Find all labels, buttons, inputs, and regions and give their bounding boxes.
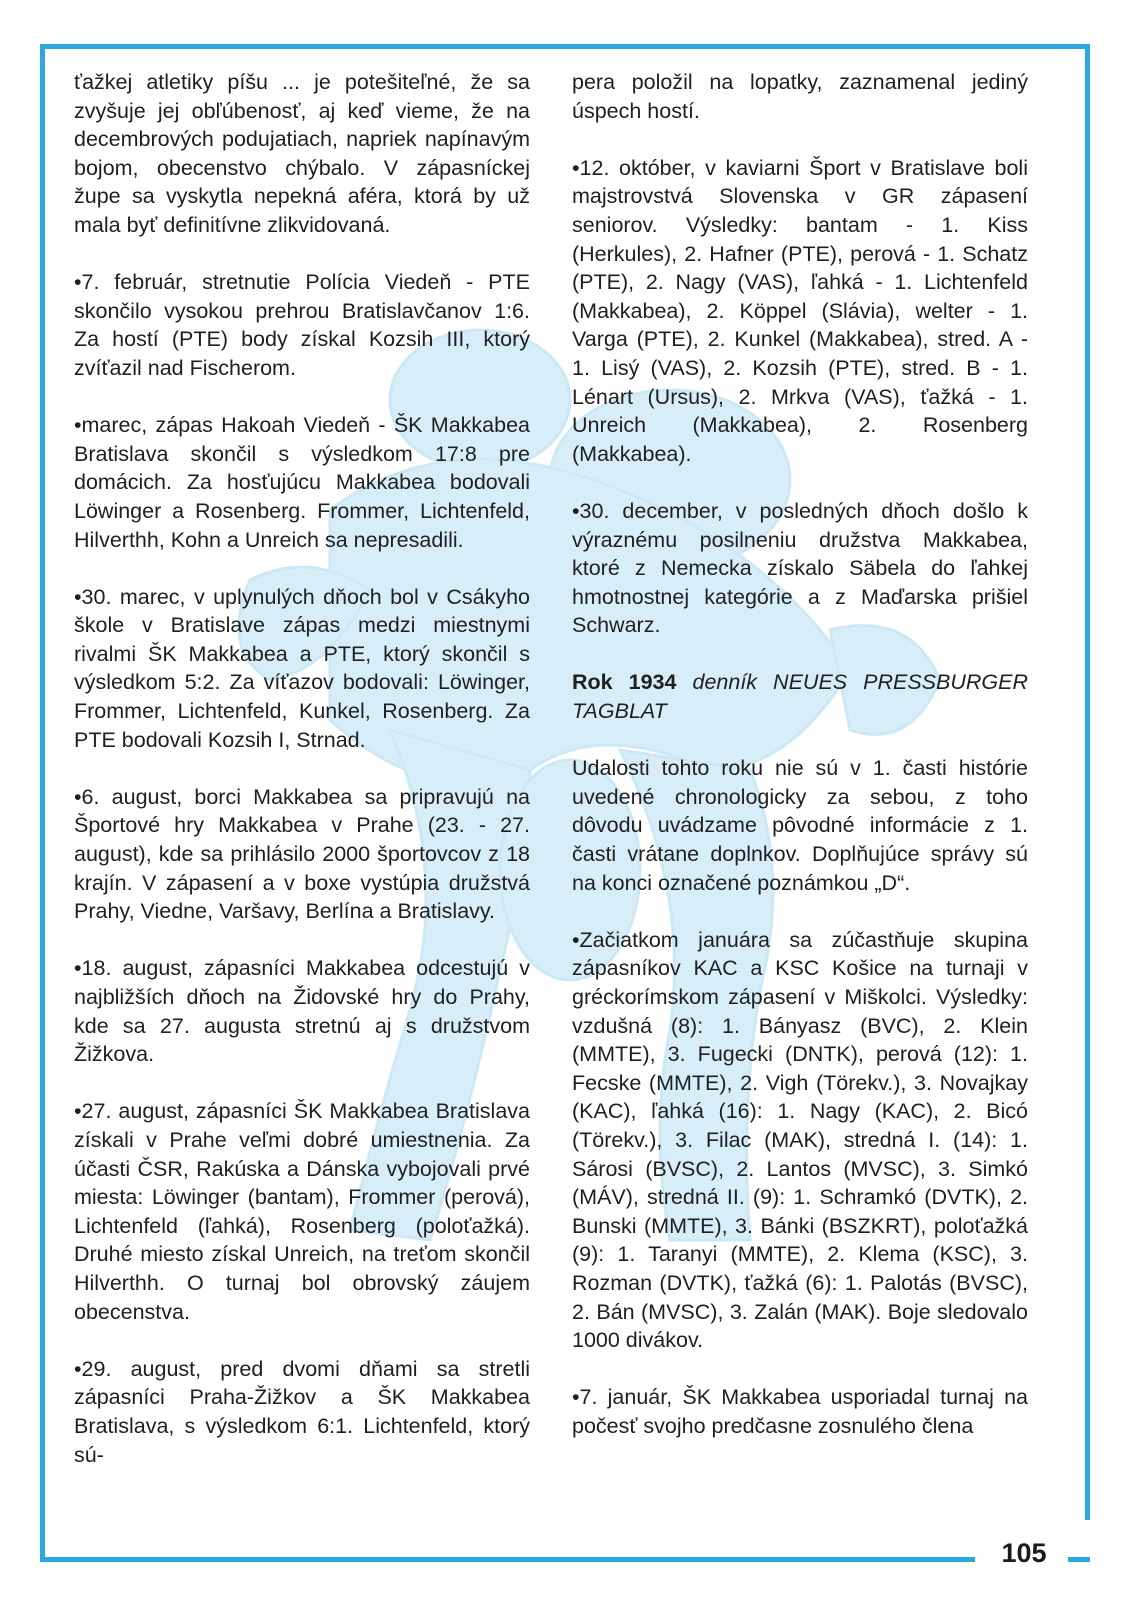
paragraph: •18. august, zápasníci Makkabea odcestujú v najbližších dňoch na Židovské hry do Prahy, kde sa 27. augusta stretnú aj s družstvom Žižkova. (74, 956, 530, 1067)
paragraph: •6. august, borci Makkabea sa pripravujú na Športové hry Makkabea v Prahe (23. - 27. august), kde sa prihlásilo 2000 športovcov z 18 krajín. V zápasení a v boxe vystúpia družstvá Prahy, Viedne, Varšavy, Berlína a Bratislavy. (74, 784, 530, 924)
paragraph: •12. október, v kaviarni Šport v Bratislave boli majstrovstvá Slovenska v GR zápasení seniorov. Výsledky: bantam - 1. Kiss (Herkules), 2. Hafner (PTE), perová - 1. Schatz (PTE), 2. Nagy (VAS), ľahká - 1. Lichtenfeld (Makkabea), 2. Köppel (Slávia), welter - 1. Varga (PTE), 2. Kunkel (Makkabea), stred. A - 1. Lisý (VAS), 2. Kozsih (PTE), stred. B - 1. Lénart (Ursus), 2. Mrkva (VAS), ťažká - 1. Unreich (Makkabea), 2. Rosenberg (Makkabea). (572, 155, 1028, 466)
frame-bottom-rule (40, 1557, 975, 1562)
paragraph: ťažkej atletiky píšu ... je potešiteľné, že sa zvyšuje jej obľúbenosť, aj keď vieme, že na decembrových podujatiach, napriek napínavým bojom, obecenstvo chýbalo. V zápasníckej župe sa vyskytla nepekná aféra, ktorá by už mala byť definitívne zlikvidovaná. (74, 70, 530, 237)
left-column (74, 68, 530, 1498)
paragraph: pera položil na lopatky, zaznamenal jediný úspech hostí. (572, 70, 1028, 123)
frame-gap (1085, 1520, 1090, 1562)
paragraph: •30. december, v posledných dňoch došlo k výraznému posilneniu družstva Makkabea, ktoré z Nemecka získalo Säbela do ľahkej hmotnostnej kategórie a z Maďarska prišiel Schwarz. (572, 498, 1028, 638)
paragraph: •30. marec, v uplynulých dňoch bol v Csákyho škole v Bratislave zápas medzi miestnymi rivalmi ŠK Makkabea a PTE, ktorý skončil s výsledkom 5:2. Za víťazov bodovali: Löwinger, Frommer, Lichtenfeld, Kunkel, Rosenberg. Za PTE bodovali Kozsih I, Strnad. (74, 584, 530, 752)
paragraph: •Začiatkom januára sa zúčastňuje skupina zápasníkov KAC a KSC Košice na turnaji v gréckorímskom zápasení v Miškolci. Výsledky: vzdušná (8): 1. Bányasz (BVC), 2. Klein (MMTE), 3. Fugecki (DNTK), perová (12): 1. Fecske (MMTE), 2. Vigh (Törekv.), 3. Novajkay (KAC), ľahká (16): 1. Nagy (KAC), 2. Bicó (Törekv.), 3. Filac (MAK), stredná I. (14): 1. Sárosi (BVSC), 2. Lantos (MVSC), 3. Simkó (MÁV), stredná II. (9): 1. Schramkó (DVTK), 2. Bunski (MMTE), 3. Bánki (BSZKRT), poloťažká (9): 1. Taranyi (MMTE), 2. Klema (KSC), 3. Rozman (DVTK), ťažká (6): 1. Palotás (BVSC), 2. Bán (MVSC), 3. Zalán (MAK). Boje sledovalo 1000 divákov. (572, 927, 1028, 1353)
paragraph: •7. január, ŠK Makkabea usporiadal turnaj na počesť svojho predčasne zosnulého člena (572, 1385, 1028, 1438)
frame-bottom-rule-end (1068, 1557, 1090, 1562)
page-number: 105 (1001, 1538, 1047, 1568)
paragraph: •27. august, zápasníci ŠK Makkabea Bratislava získali v Prahe veľmi dobré umiestnenia. Za účasti ČSR, Rakúska a Dánska vybojovali prvé miesta: Löwinger (bantam), Frommer (perová), Lichtenfeld (ľahká), Rosenberg (poloťažká). Druhé miesto získal Unreich, na treťom skončil Hilverthh. O turnaj bol obrovský záujem obecenstva. (74, 1099, 530, 1324)
paragraph: •marec, zápas Hakoah Viedeň - ŠK Makkabea Bratislava skončil s výsledkom 17:8 pre domácich. Za hosťujúcu Makkabea bodovali Löwinger a Rosenberg. Frommer, Lichtenfeld, Hilverthh, Kohn a Unreich sa nepresadili. (74, 413, 530, 552)
paragraph: Udalosti tohto roku nie sú v 1. časti histórie uvedené chronologicky za sebou, z toho dôvodu uvádzame pôvodné informácie z 1. časti vrátane doplnkov. Doplňujúce správy sú na konci označené poznámkou „D“. (572, 756, 1028, 895)
paragraph: •29. august, pred dvomi dňami sa stretli zápasníci Praha-Žižkov a ŠK Makkabea Bratislava, s výsledkom 6:1. Lichtenfeld, ktorý sú- (74, 1356, 530, 1467)
paragraph: •7. február, stretnutie Polícia Viedeň - PTE skončilo vysokou prehrou Bratislavčanov 1:6. Za hostí (PTE) body získal Kozsih III, ktorý zvíťazil nad Fischerom. (74, 270, 530, 380)
right-column (572, 68, 1028, 1469)
heading-source: denník NEUES PRESSBURGER TAGBLAT (572, 670, 1028, 724)
section-heading (572, 668, 1028, 725)
heading-year: Rok 1934 (572, 670, 677, 695)
